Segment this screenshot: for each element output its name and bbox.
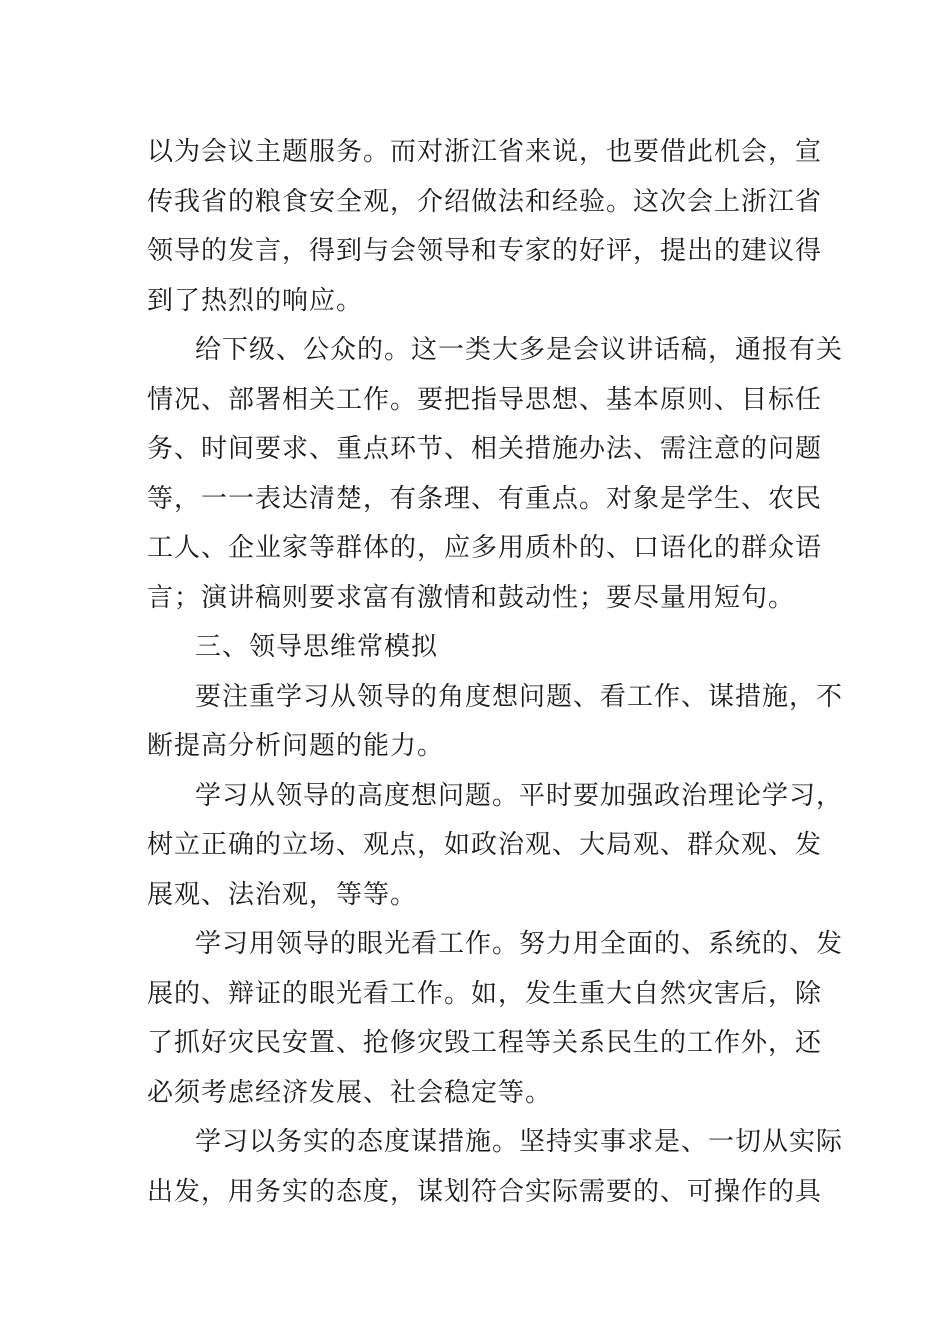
text-line: 了抓好灾民安置、抢修灾毁工程等关系民生的工作外，还 [147, 1028, 823, 1058]
text-line: 断提高分析问题的能力。 [147, 731, 445, 761]
text-line: 树立正确的立场、观点，如政治观、大局观、群众观、发 [147, 830, 823, 860]
text-line: 三、领导思维常模拟 [195, 632, 439, 662]
text-line: 到了热烈的响应。 [147, 285, 364, 316]
text-line: 给下级、公众的。这一类大多是会议讲话稿，通报有关 [195, 335, 844, 365]
text-line: 学习用领导的眼光看工作。努力用全面的、系统的、发 [195, 929, 844, 959]
text-line: 以为会议主题服务。而对浙江省来说，也要借此机会，宣 [147, 137, 823, 167]
text-line: 传我省的粮食安全观，介绍做法和经验。这次会上浙江省 [147, 186, 823, 217]
text-line: 情况、部署相关工作。要把指导思想、基本原则、目标任 [147, 384, 823, 415]
text-line: 务、时间要求、重点环节、相关措施办法、需注意的问题 [147, 434, 823, 464]
text-line: 要注重学习从领导的角度想问题、看工作、谋措施，不 [195, 681, 844, 712]
text-line: 展的、辩证的眼光看工作。如，发生重大自然灾害后，除 [147, 978, 823, 1009]
document-body [147, 128, 844, 1217]
text-line: 学习从领导的高度想问题。平时要加强政治理论学习， [195, 780, 844, 811]
text-line: 学习以务实的态度谋措施。坚持实事求是、一切从实际 [195, 1127, 844, 1157]
text-line: 工人、企业家等群体的，应多用质朴的、口语化的群众语 [147, 533, 823, 563]
text-line: 等，一一表达清楚，有条理、有重点。对象是学生、农民 [147, 483, 823, 514]
text-line: 必须考虑经济发展、社会稳定等。 [147, 1077, 553, 1108]
text-line: 展观、法治观，等等。 [147, 879, 418, 910]
text-line: 领导的发言，得到与会领导和专家的好评，提出的建议得 [147, 236, 823, 266]
text-line: 言；演讲稿则要求富有激情和鼓动性；要尽量用短句。 [147, 582, 796, 613]
text-line: 出发，用务实的态度，谋划符合实际需要的、可操作的具 [147, 1176, 823, 1207]
